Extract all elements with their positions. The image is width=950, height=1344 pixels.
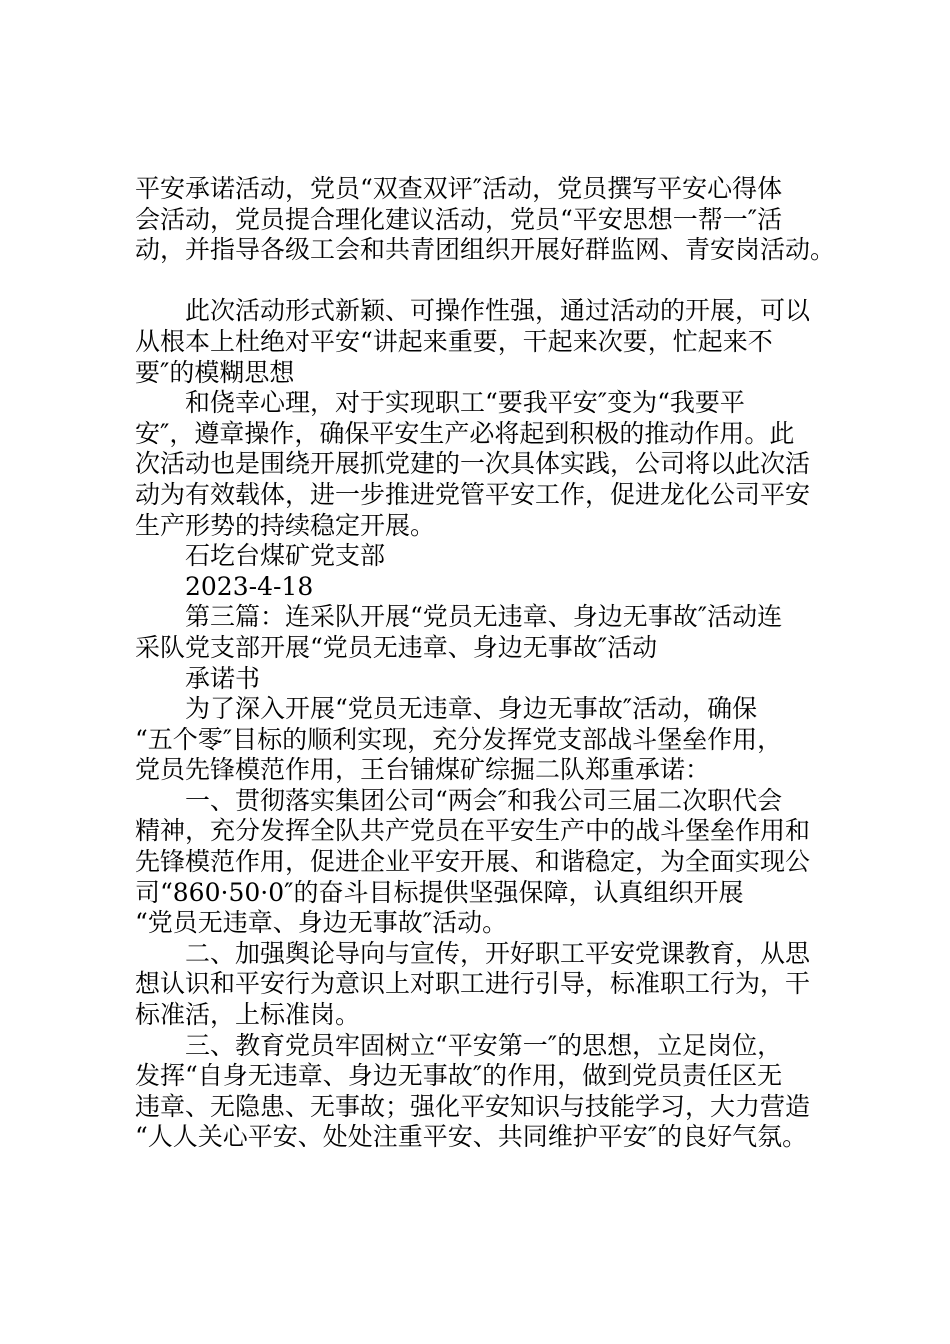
text-line: 此次活动形式新颖、可操作性强，通过活动的开展，可以 xyxy=(135,296,811,326)
text-line: 一、贯彻落实集团公司“两会″和我公司三届二次职代会 xyxy=(135,785,783,815)
signature-org: 石圪台煤矿党支部 xyxy=(135,541,386,571)
text-line: 三、教育党员牢固树立“平安第一″的思想，立足岗位， xyxy=(135,1030,783,1060)
text-line: 想认识和平安行为意识上对职工进行引导，标准职工行为，干 xyxy=(135,969,811,999)
text-line: 会活动，党员提合理化建议活动，党员“平安思想一帮一″活 xyxy=(135,204,783,234)
document-body xyxy=(135,174,835,1153)
text-line: “人人关心平安、处处注重平安、共同维护平安″的良好气氛。 xyxy=(135,1122,808,1152)
text-line: 动，并指导各级工会和共青团组织开展好群监网、青安岗活动。 xyxy=(135,235,836,265)
section-title: 第三篇：连采队开展“党员无违章、身边无事故″活动连 xyxy=(135,602,783,632)
text-line: 标准活，上标准岗。 xyxy=(135,1000,361,1030)
text-line: 从根本上杜绝对平安“讲起来重要，干起来次要，忙起来不 xyxy=(135,326,773,356)
text-line: 精神，充分发挥全队共产党员在平安生产中的战斗堡垒作用和 xyxy=(135,816,811,846)
text-line: 发挥“自身无违章、身边无事故″的作用，做到党员责任区无 xyxy=(135,1061,783,1091)
text-line: 为了深入开展“党员无违章、身边无事故″活动，确保 xyxy=(135,694,758,724)
text-line: 二、加强舆论导向与宣传，开好职工平安党课教育，从思 xyxy=(135,938,811,968)
text-line: “党员无违章、身边无事故″活动。 xyxy=(135,908,508,938)
text-line: 先锋模范作用，促进企业平安开展、和谐稳定，为全面实现公 xyxy=(135,847,811,877)
text-line: 安″，遵章操作，确保平安生产必将起到积极的推动作用。此 xyxy=(135,418,795,448)
signature-date: 2023-4-18 xyxy=(135,571,314,601)
text-line: 要″的模糊思想 xyxy=(135,357,295,387)
text-line: “五个零″目标的顺利实现，充分发挥党支部战斗堡垒作用， xyxy=(135,724,783,754)
text-line: 司“860·50·0″的奋斗目标提供坚强保障，认真组织开展 xyxy=(135,877,744,907)
section-title: 采队党支部开展“党员无违章、身边无事故″活动 xyxy=(135,632,658,662)
text-line: 和侥幸心理，对于实现职工“要我平安″变为“我要平 xyxy=(135,388,745,418)
text-line: 次活动也是围绕开展抓党建的一次具体实践，公司将以此次活 xyxy=(135,449,811,479)
text-line: 违章、无隐患、无事故；强化平安知识与技能学习，大力营造 xyxy=(135,1091,811,1121)
paragraph-gap xyxy=(135,266,835,297)
text-line: 生产形势的持续稳定开展。 xyxy=(135,510,436,540)
text-line: 动为有效载体，进一步推进党管平安工作，促进龙化公司平安 xyxy=(135,479,811,509)
subtitle: 承诺书 xyxy=(135,663,261,693)
text-line: 党员先锋模范作用，王台铺煤矿综掘二队郑重承诺： xyxy=(135,755,711,785)
text-line: 平安承诺活动，党员“双查双评″活动，党员撰写平安心得体 xyxy=(135,174,783,203)
